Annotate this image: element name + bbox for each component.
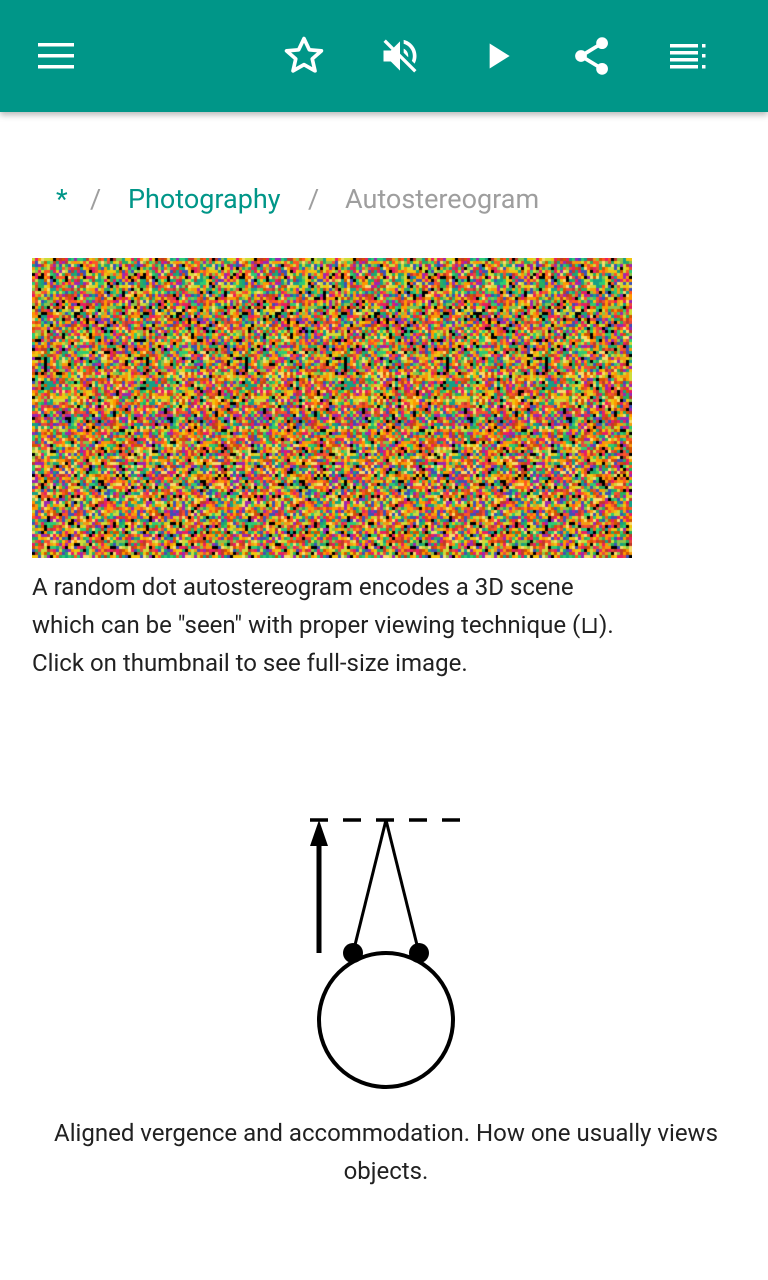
breadcrumb-separator: / [308,183,320,215]
breadcrumb-category-link[interactable]: Photography [128,183,281,215]
mute-button[interactable] [368,24,432,88]
options-button[interactable] [656,24,720,88]
favorite-button[interactable] [272,24,336,88]
share-icon [570,34,614,78]
viewing-technique-link[interactable]: ⊔ [580,611,600,639]
app-bar [0,0,768,112]
menu-button[interactable] [24,24,88,88]
play-icon [478,36,518,76]
diagram-caption: Aligned vergence and accommodation. How one usually views objects. [54,1119,718,1185]
vergence-accommodation-diagram [290,800,480,1100]
breadcrumb-root-link[interactable]: * [56,183,68,215]
play-button[interactable] [466,24,530,88]
breadcrumb-current: Autostereogram [345,183,540,215]
list-options-icon [668,36,708,76]
random-dot-stereogram-image [32,258,632,558]
menu-icon [36,36,76,76]
star-outline-icon [282,34,326,78]
figure-caption: A random dot autostereogram encodes a 3D scene which can be "seen" with proper viewing technique (⊔). Click on thumbnail to see full-size image. [32,573,614,677]
autostereogram-thumbnail[interactable] [32,258,632,558]
volume-off-icon [378,34,422,78]
share-button[interactable] [560,24,624,88]
breadcrumb-separator: / [90,183,102,215]
